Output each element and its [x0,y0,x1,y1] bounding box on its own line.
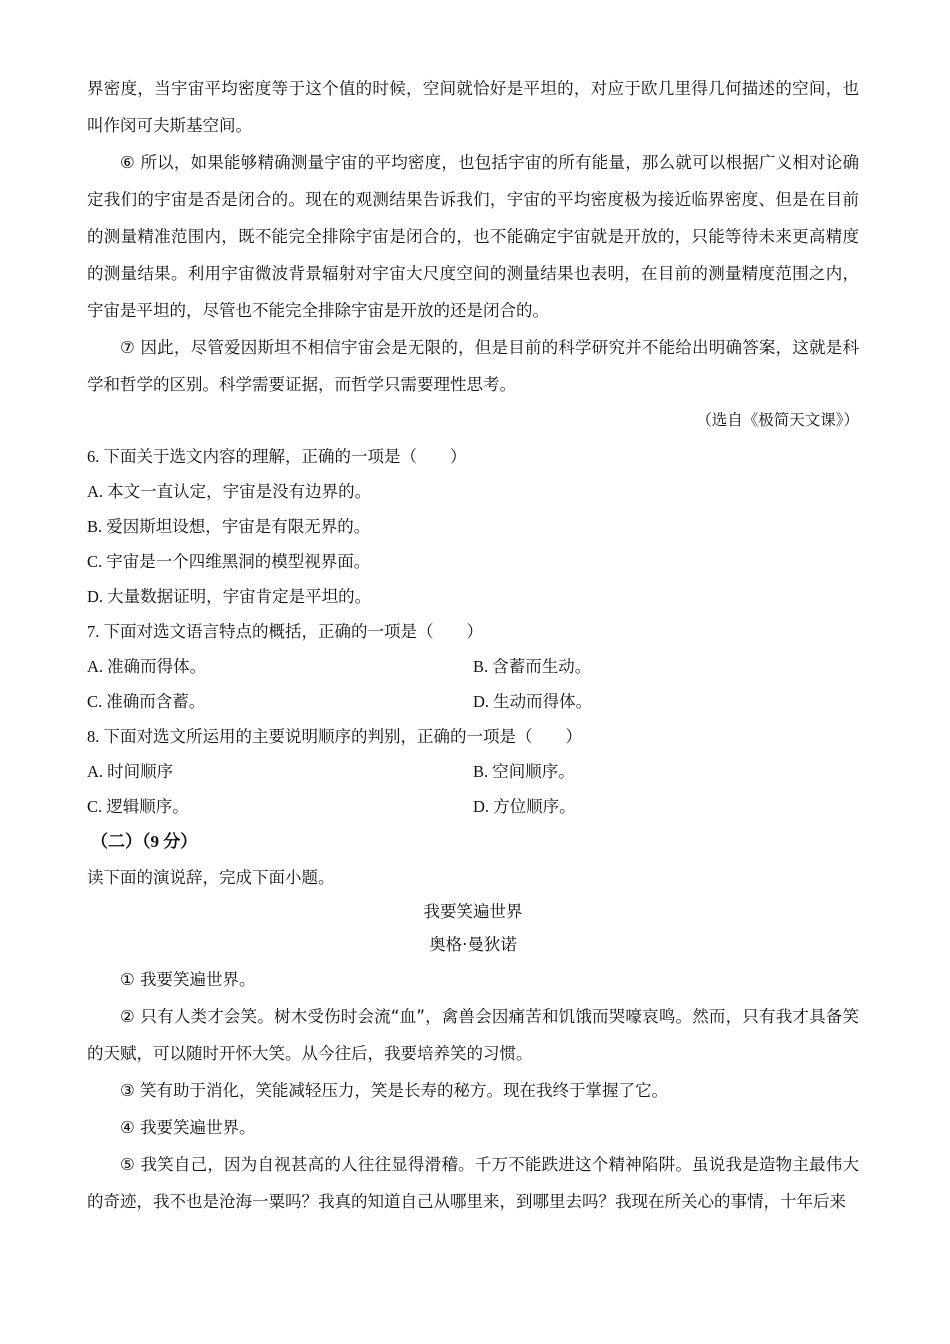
question-6-option-c[interactable]: C. 宇宙是一个四维黑洞的模型视界面。 [87,552,371,571]
question-6 [87,439,859,614]
question-7-option-b[interactable]: B. 含蓄而生动。 [473,657,592,676]
paragraph-7: ⑦ 因此，尽管爱因斯坦不相信宇宙会是无限的，但是目前的科学研究并不能给出明确答案，这就是科学和哲学的区别。科学需要证据，而哲学只需要理性思考。 [87,338,859,394]
question-6-stem: 6. 下面关于选文内容的理解，正确的一项是（ ） [87,447,467,466]
question-7-option-d[interactable]: D. 生动而得体。 [473,692,593,711]
speech-paragraph-1: ① 我要笑遍世界。 [120,970,256,989]
speech-title: 我要笑遍世界 [423,902,523,921]
speech-paragraph-4: ④ 我要笑遍世界。 [120,1118,256,1137]
passage-one [87,70,859,439]
document-page [87,70,859,1220]
paragraph-6: ⑥ 所以，如果能够精确测量宇宙的平均密度，也包括宇宙的所有能量，那么就可以根据广义相对论确定我们的宇宙是否是闭合的。现在的观测结果告诉我们，宇宙的平均密度极为接近临界密度、但是在目前的测量精准范围内，既不能完全排除宇宙是闭合的，也不能确定宇宙就是开放的，只能等待未来更高精度的测量结果。利用宇宙微波背景辐射对宇宙大尺度空间的测量结果也表明，在目前的测量精度范围之内，宇宙是平坦的，尽管也不能完全排除宇宙是开放的还是闭合的。 [87,153,859,320]
question-7-option-a[interactable]: A. 准确而得体。 [87,657,207,676]
question-8-option-b[interactable]: B. 空间顺序。 [473,762,575,781]
question-6-option-d[interactable]: D. 大量数据证明，宇宙肯定是平坦的。 [87,587,372,606]
question-8-options-row-1 [87,754,859,789]
speech-paragraph-3: ③ 笑有助于消化，笑能减轻压力，笑是长寿的秘方。现在我终于掌握了它。 [120,1081,669,1100]
question-8-option-d[interactable]: D. 方位顺序。 [473,797,576,816]
question-8-option-c[interactable]: C. 逻辑顺序。 [87,797,189,816]
question-7-options-row-2 [87,684,859,719]
source-citation: （选自《极简天文课》） [696,412,859,429]
question-8-stem: 8. 下面对选文所运用的主要说明顺序的判别，正确的一项是（ ） [87,727,582,746]
speech-author: 奥格·曼狄诺 [429,935,517,954]
question-7 [87,614,859,719]
section-two-heading: （二）（9 分） [91,832,198,851]
question-8-options-row-2 [87,789,859,824]
speech-paragraph-2: ② 只有人类才会笑。树木受伤时会流“血”，禽兽会因痛苦和饥饿而哭嚎哀鸣。然而，只有我才具备笑的天赋，可以随时开怀大笑。从今往后，我要培养笑的习惯。 [87,1007,859,1063]
speech-paragraph-5: ⑤ 我笑自己，因为自视甚高的人往往显得滑稽。千万不能跌进这个精神陷阱。虽说我是造物主最伟大的奇迹，我不也是沧海一粟吗？我真的知道自己从哪里来，到哪里去吗？我现在所关心的事情，十年后来 [87,1155,859,1211]
question-8 [87,719,859,824]
section-two-instruction: 读下面的演说辞，完成下面小题。 [87,868,335,887]
question-7-options-row-1 [87,649,859,684]
question-8-option-a[interactable]: A. 时间顺序 [87,762,174,781]
question-6-option-a[interactable]: A. 本文一直认定，宇宙是没有边界的。 [87,482,372,501]
question-7-stem: 7. 下面对选文语言特点的概括，正确的一项是（ ） [87,622,483,641]
section-two [87,824,859,1220]
paragraph-continued: 界密度，当宇宙平均密度等于这个值的时候，空间就恰好是平坦的，对应于欧几里得几何描述的空间，也叫作闵可夫斯基空间。 [87,79,859,135]
question-7-option-c[interactable]: C. 准确而含蓄。 [87,692,206,711]
question-6-option-b[interactable]: B. 爱因斯坦设想，宇宙是有限无界的。 [87,517,371,536]
